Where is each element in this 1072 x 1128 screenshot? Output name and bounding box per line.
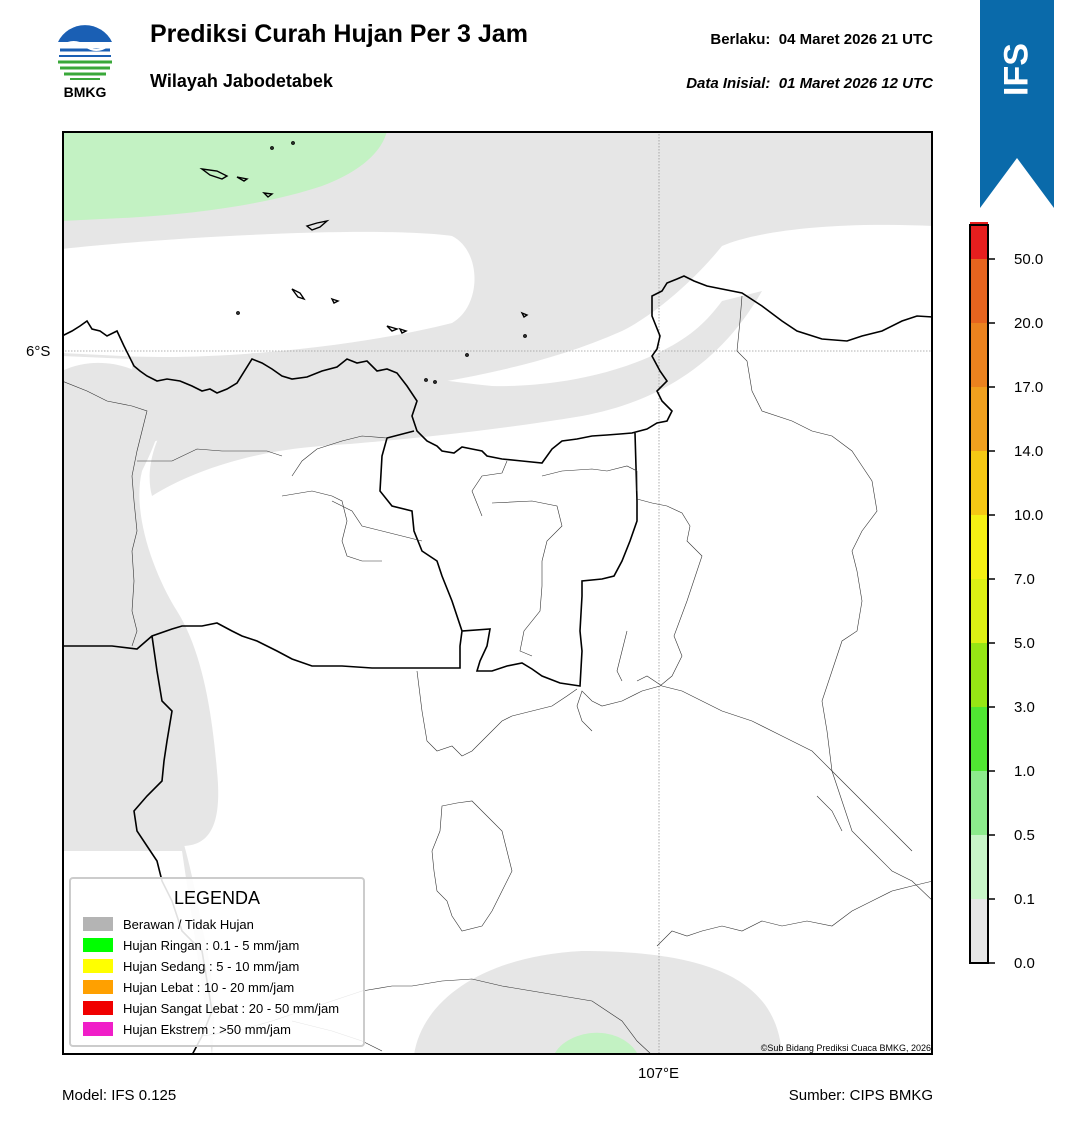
legend-item (83, 915, 254, 933)
colorbar-segment (970, 451, 988, 515)
logo-text: BMKG (63, 84, 107, 100)
colorbar-tick-label: 7.0 (1014, 571, 1035, 588)
valid-value: 04 Maret 2026 21 UTC (778, 31, 933, 48)
legend-item (83, 936, 299, 954)
legend-swatch (83, 980, 113, 994)
legend-box (69, 877, 365, 1047)
legend-label: Berawan / Tidak Hujan (123, 916, 254, 932)
copyright-note: ©Sub Bidang Prediksi Cuaca BMKG, 2026 (760, 1043, 931, 1053)
legend-item (83, 1020, 291, 1038)
colorbar-segment (970, 707, 988, 771)
legend-swatch (83, 1022, 113, 1036)
legend-swatch (83, 1001, 113, 1015)
ifs-badge (980, 38, 1054, 98)
page-subtitle: Wilayah Jabodetabek (150, 71, 333, 91)
colorbar-segment (970, 771, 988, 835)
legend-item (83, 978, 294, 996)
init-label: Data Inisial: (686, 75, 771, 92)
legend-label: Hujan Lebat : 10 - 20 mm/jam (123, 979, 295, 995)
legend-swatch (83, 917, 113, 931)
colorbar (962, 222, 1062, 972)
init-time (686, 75, 933, 92)
colorbar-tick-label: 50.0 (1014, 251, 1044, 268)
colorbar-tick-label: 14.0 (1014, 443, 1044, 460)
init-value: 01 Maret 2026 12 UTC (778, 75, 933, 92)
colorbar-tick-label: 1.0 (1014, 763, 1035, 780)
colorbar-tick-label: 3.0 (1014, 699, 1035, 716)
ifs-badge-text: IFS (997, 43, 1036, 96)
legend-label: Hujan Ekstrem : >50 mm/jam (123, 1021, 291, 1037)
legend-label: Hujan Sedang : 5 - 10 mm/jam (123, 958, 300, 974)
legend-label: Hujan Sangat Lebat : 20 - 50 mm/jam (123, 1000, 340, 1016)
colorbar-tick-label: 0.1 (1014, 891, 1035, 908)
legend-item (83, 999, 339, 1017)
model-label: Model: IFS 0.125 (62, 1087, 177, 1104)
colorbar-segment (970, 387, 988, 451)
page-title: Prediksi Curah Hujan Per 3 Jam (150, 20, 528, 48)
colorbar-tick-label: 0.5 (1014, 827, 1035, 844)
colorbar-segment (970, 899, 988, 963)
legend-swatch (83, 959, 113, 973)
colorbar-segment (970, 259, 988, 323)
colorbar-segment (970, 579, 988, 643)
colorbar-tick-label: 5.0 (1014, 635, 1035, 652)
colorbar-tick-label: 20.0 (1014, 315, 1044, 332)
colorbar-tick-label: 0.0 (1014, 955, 1035, 972)
valid-label: Berlaku: (710, 31, 771, 48)
colorbar-segment (970, 835, 988, 899)
source-label: Sumber: CIPS BMKG (788, 1087, 933, 1104)
colorbar-segment (970, 323, 988, 387)
legend-swatch (83, 938, 113, 952)
colorbar-segment (970, 222, 988, 259)
valid-time (710, 31, 933, 48)
colorbar-tick-label: 10.0 (1014, 507, 1044, 524)
colorbar-tick-label: 17.0 (1014, 379, 1044, 396)
colorbar-segment (970, 515, 988, 579)
legend-label: Hujan Ringan : 0.1 - 5 mm/jam (123, 937, 300, 953)
colorbar-segment (970, 643, 988, 707)
longitude-tick: 107°E (638, 1065, 680, 1082)
legend-title: LEGENDA (173, 888, 261, 908)
latitude-tick: 6°S (26, 343, 51, 360)
legend-item (83, 957, 299, 975)
